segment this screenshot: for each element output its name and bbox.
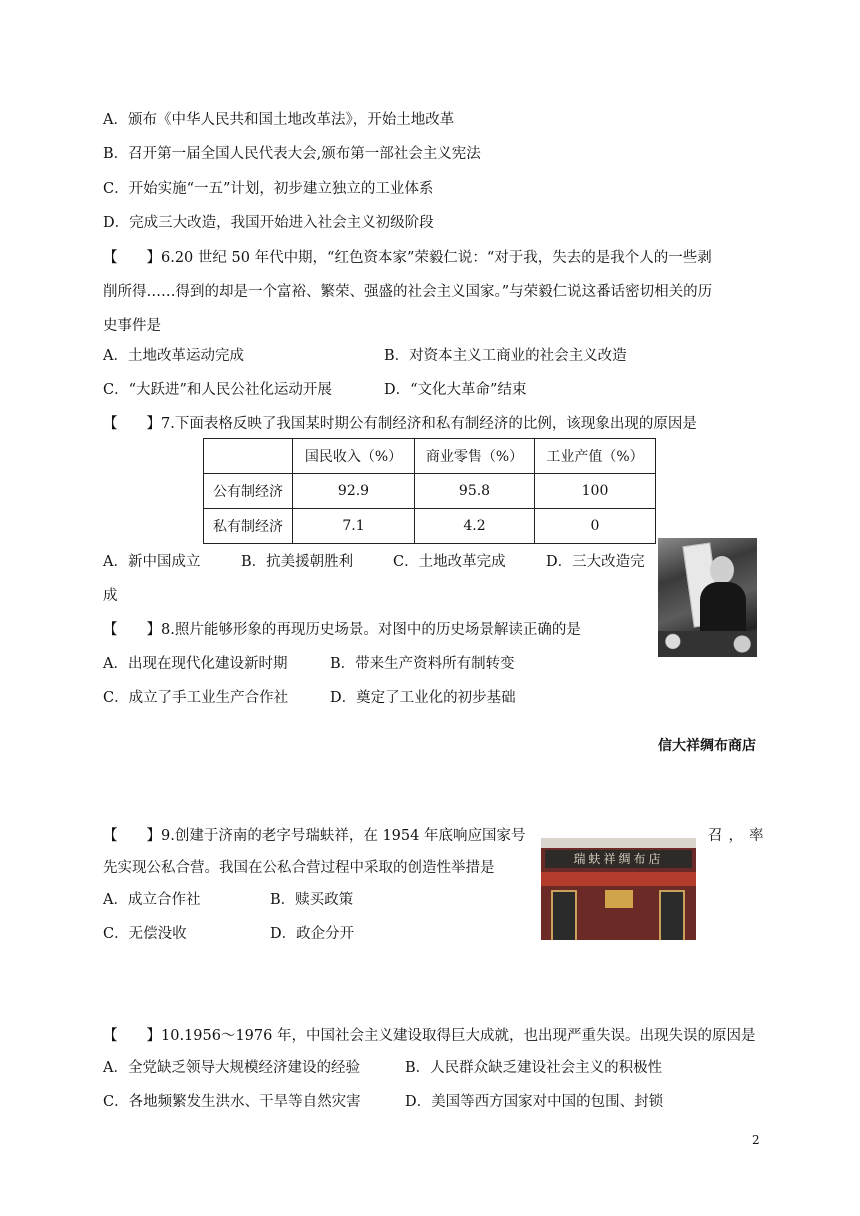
- q8-option-a: A．出现在现代化建设新时期: [103, 656, 288, 672]
- q9-option-a: A．成立合作社: [103, 892, 201, 908]
- q7-option-d: D．三大改造完: [546, 554, 645, 570]
- q7-stem: 【 】7.下面表格反映了我国某时期公有制经济和私有制经济的比例，该现象出现的原因是: [103, 416, 697, 432]
- table-row: [204, 509, 656, 544]
- q6-option-b: B．对资本主义工商业的社会主义改造: [384, 348, 627, 364]
- storefront-photo: [541, 838, 696, 940]
- q7-option-b: B．抗美援朝胜利: [241, 554, 354, 570]
- table-cell: 7.1: [293, 509, 415, 544]
- q7-option-a: A．新中国成立: [103, 554, 201, 570]
- q10-option-b: B．人民群众缺乏建设社会主义的积极性: [405, 1060, 663, 1076]
- table-cell: 100: [535, 474, 656, 509]
- q10-stem: 【 】10.1956～1976 年，中国社会主义建设取得巨大成就，也出现严重失误。出现失误的原因是: [103, 1028, 756, 1044]
- q5-option-a: A．颁布《中华人民共和国土地改革法》，开始土地改革: [103, 112, 455, 128]
- q9-option-b: B．赎买政策: [270, 892, 354, 908]
- q8-option-b: B．带来生产资料所有制转变: [330, 656, 515, 672]
- q6-stem-line2: 削所得……得到的却是一个富裕、繁荣、强盛的社会主义国家。”与荣毅仁说这番话密切相关的历: [103, 284, 713, 300]
- table-cell: 4.2: [415, 509, 535, 544]
- q9-option-d: D．政企分开: [270, 926, 355, 942]
- page-number: 2: [752, 1133, 760, 1147]
- storefront-door: [659, 890, 685, 940]
- table-header-cell: 国民收入（%）: [293, 439, 415, 474]
- q10-option-c: C．各地频繁发生洪水、干旱等自然灾害: [103, 1094, 361, 1110]
- q5-option-c: C．开始实施“一五”计划，初步建立独立的工业体系: [103, 181, 434, 197]
- q8-stem: 【 】8.照片能够形象的再现历史场景。对图中的历史场景解读正确的是: [103, 622, 581, 638]
- table-cell: 92.9: [293, 474, 415, 509]
- shop-caption: 信大祥绸布商店: [658, 738, 756, 754]
- storefront-plaque: [605, 890, 633, 908]
- table-cell: 私有制经济: [204, 509, 293, 544]
- q7-option-d-wrap: 成: [103, 588, 118, 604]
- q9-stem-line2: 先实现公私合营。我国在公私合营过程中采取的创造性举措是: [103, 860, 495, 876]
- table-header-cell: [204, 439, 293, 474]
- q10-option-d: D．美国等西方国家对中国的包围、封锁: [405, 1094, 664, 1110]
- q7-option-c: C．土地改革完成: [393, 554, 506, 570]
- q10-option-a: A．全党缺乏领导大规模经济建设的经验: [103, 1060, 360, 1076]
- table-cell: 公有制经济: [204, 474, 293, 509]
- q6-stem-line3: 史事件是: [103, 318, 161, 334]
- table-header-cell: 商业零售（%）: [415, 439, 535, 474]
- q6-stem-line1: 【 】6.20 世纪 50 年代中期，“红色资本家”荣毅仁说：“对于我，失去的是我个人的一些剥: [103, 250, 712, 266]
- q5-option-d: D．完成三大改造，我国开始进入社会主义初级阶段: [103, 215, 434, 231]
- q5-option-b: B．召开第一届全国人民代表大会,颁布第一部社会主义宪法: [103, 146, 481, 162]
- table-header-cell: 工业产值（%）: [535, 439, 656, 474]
- table-header-row: [204, 439, 656, 474]
- q6-option-c: C．“大跃进”和人民公社化运动开展: [103, 382, 332, 398]
- q8-option-d: D．奠定了工业化的初步基础: [330, 690, 516, 706]
- storefront-roof: [541, 838, 696, 848]
- storefront-sign: 瑞蚨祥绸布店: [545, 850, 692, 868]
- q8-option-c: C．成立了手工业生产合作社: [103, 690, 289, 706]
- table-cell: 95.8: [415, 474, 535, 509]
- photo-person-face: [710, 556, 734, 584]
- q9-stem-right: 召，率: [708, 828, 770, 844]
- table-row: [204, 474, 656, 509]
- storefront-band: [541, 872, 696, 886]
- q9-option-c: C．无偿没收: [103, 926, 187, 942]
- photo-crowd: [658, 631, 757, 657]
- q9-stem-left: 【 】9.创建于济南的老字号瑞蚨祥，在 1954 年底响应国家号: [103, 828, 526, 844]
- storefront-door: [551, 890, 577, 940]
- table-cell: 0: [535, 509, 656, 544]
- q6-option-a: A．土地改革运动完成: [103, 348, 244, 364]
- q7-data-table: [203, 438, 656, 544]
- q6-option-d: D．“文化大革命”结束: [384, 382, 527, 398]
- historical-photo-banner: [658, 538, 757, 657]
